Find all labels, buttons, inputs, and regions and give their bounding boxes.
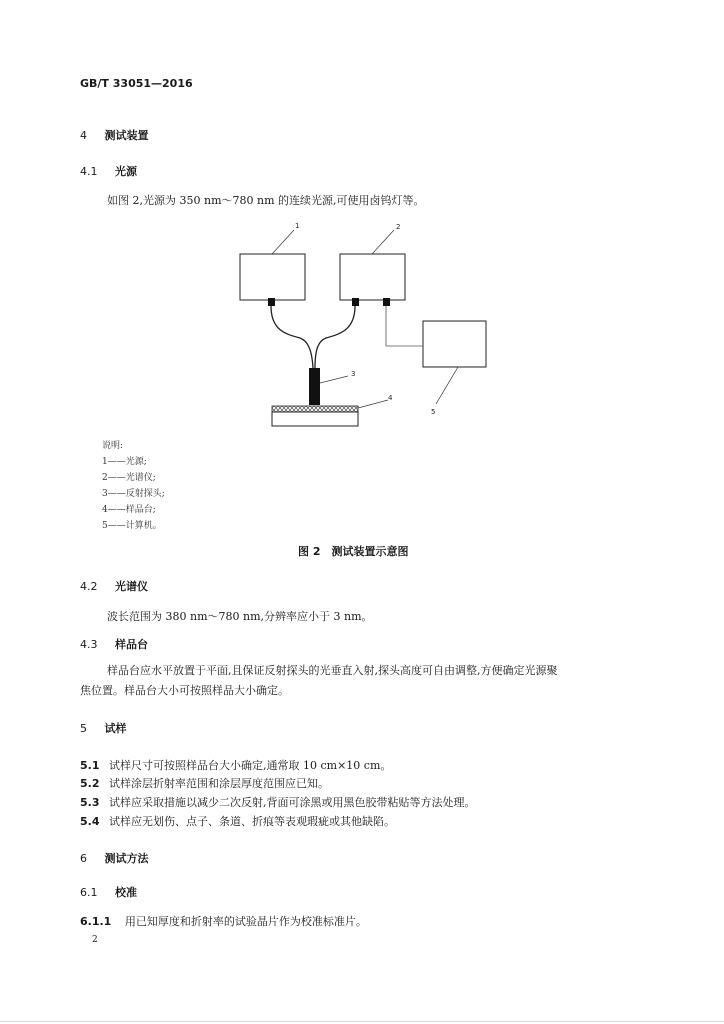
sample-item-5-1 (80, 759, 391, 773)
callout-3: 3 (351, 370, 356, 378)
sample-item-5-3 (80, 796, 476, 810)
section-number: 6.1 (80, 886, 98, 899)
item-text: 用已知厚度和折射率的试验晶片作为校准标准片。 (124, 915, 367, 928)
spectrometer-port-fiber (352, 298, 359, 306)
spectrometer-paragraph: 波长范围为 380 nm～780 nm,分辨率应小于 3 nm。 (107, 610, 373, 623)
callout-1: 1 (295, 222, 300, 230)
sample-coating (272, 406, 358, 412)
item-text: 试样涂层折射率范围和涂层厚度范围应已知。 (109, 777, 329, 790)
section-6-heading (80, 852, 149, 866)
item-number: 5.4 (80, 815, 100, 828)
figure-legend-title: 说明: (102, 441, 124, 451)
page-bottom-edge (0, 1021, 724, 1022)
spectrometer-box (340, 254, 405, 300)
figure-legend-item: 5——计算机。 (102, 521, 162, 531)
sample-stage (272, 412, 358, 426)
section-number: 4.1 (80, 165, 98, 178)
section-title: 光谱仪 (115, 580, 148, 593)
section-title: 校准 (115, 886, 137, 899)
section-6-1-heading (80, 886, 137, 900)
figure-legend-item: 1——光源; (102, 457, 147, 467)
light-source-paragraph: 如图 2,光源为 350 nm～780 nm 的连续光源,可使用卤钨灯等。 (107, 194, 425, 207)
section-title: 测试装置 (104, 129, 149, 142)
test-setup-diagram (230, 218, 510, 433)
callout-4: 4 (388, 394, 393, 402)
item-text: 试样应无划伤、点子、条道、折痕等表观瑕疵或其他缺陷。 (109, 815, 395, 828)
section-title: 样品台 (115, 638, 148, 651)
figure-caption: 图 2 测试装置示意图 (298, 545, 409, 558)
fiber-from-light-source (271, 306, 313, 368)
section-number: 4 (80, 129, 87, 142)
item-number: 6.1.1 (80, 915, 112, 928)
section-number: 4.3 (80, 638, 98, 651)
computer-box (423, 321, 486, 367)
item-text: 试样应采取措施以减少二次反射,背面可涂黑或用黑色胶带粘贴等方法处理。 (109, 796, 476, 809)
light-source-port (268, 298, 275, 306)
light-source-box (240, 254, 305, 300)
item-number: 5.2 (80, 777, 100, 790)
item-number: 5.3 (80, 796, 100, 809)
sample-item-5-4 (80, 815, 395, 829)
section-4-1-heading (80, 165, 137, 179)
figure-legend-item: 2——光谱仪; (102, 473, 156, 483)
section-number: 4.2 (80, 580, 98, 593)
sample-item-5-2 (80, 777, 329, 791)
section-number: 6 (80, 852, 87, 865)
section-5-heading (80, 722, 127, 736)
sample-stage-paragraph-line1: 样品台应水平放置于平面,且保证反射探头的光垂直入射,探头高度可自由调整,方便确定光源聚 (107, 664, 558, 677)
fiber-from-spectrometer (315, 306, 355, 368)
spectrometer-port-computer (383, 298, 390, 306)
computer-cable (386, 306, 423, 346)
callout-2: 2 (396, 223, 401, 231)
section-4-heading (80, 129, 149, 143)
item-number: 5.1 (80, 759, 100, 772)
callout-5: 5 (431, 408, 436, 416)
sample-stage-paragraph-line2: 焦位置。样品台大小可按照样品大小确定。 (80, 684, 289, 697)
section-title: 测试方法 (104, 852, 149, 865)
figure-legend-item: 4——样品台; (102, 505, 156, 515)
reflection-probe (309, 368, 320, 405)
section-4-2-heading (80, 580, 148, 594)
page-number: 2 (92, 935, 98, 945)
section-title: 光源 (115, 165, 137, 178)
item-text: 试样尺寸可按照样品台大小确定,通常取 10 cm×10 cm。 (109, 759, 392, 772)
section-number: 5 (80, 722, 87, 735)
section-4-3-heading (80, 638, 148, 652)
standard-code-header: GB/T 33051—2016 (80, 77, 193, 90)
section-6-1-1 (80, 915, 367, 929)
section-title: 试样 (104, 722, 127, 735)
figure-legend-item: 3——反射探头; (102, 489, 165, 499)
